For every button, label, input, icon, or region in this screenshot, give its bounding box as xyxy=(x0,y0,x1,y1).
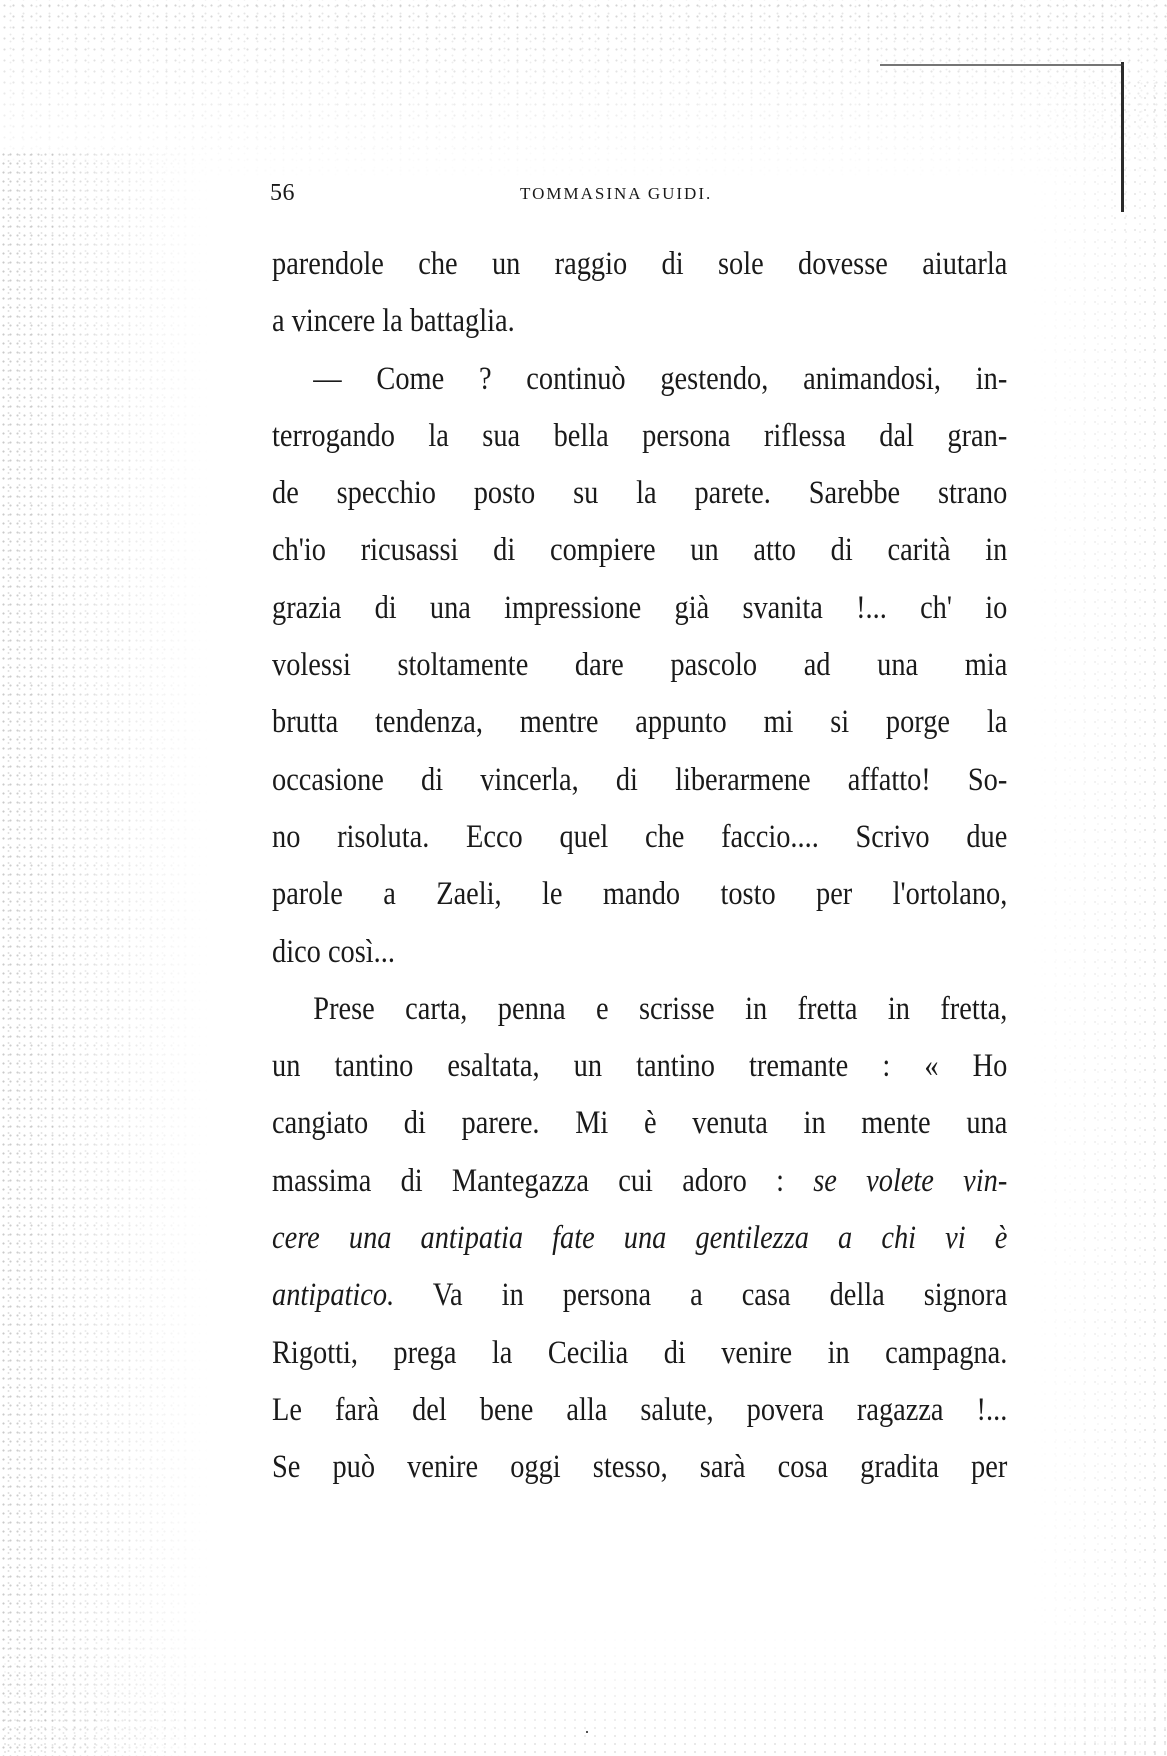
text-line: grazia di una impressione già svanita !... ch' io xyxy=(272,589,1008,626)
scan-noise-right xyxy=(1030,80,1167,1756)
text-line: de specchio posto su la parete. Sarebbe strano xyxy=(272,475,1008,512)
text-line: ch'io ricusassi di compiere un atto di carità in xyxy=(272,532,1008,569)
page-number: 56 xyxy=(270,180,295,206)
scan-edge-line xyxy=(1121,62,1124,212)
text-line: no risoluta. Ecco quel che faccio.... Scrivo due xyxy=(272,818,1008,855)
footer-mark: · xyxy=(584,1722,590,1742)
text-line: occasione di vincerla, di liberarmene affatto! So- xyxy=(272,761,1008,798)
text-line: brutta tendenza, mentre appunto mi si porge la xyxy=(272,704,1008,741)
text-line: dico così... xyxy=(272,933,395,970)
text-line: antipatico. Va in persona a casa della signora xyxy=(272,1277,1008,1314)
text-line: Le farà del bene alla salute, povera ragazza !... xyxy=(272,1391,1008,1428)
scan-edge-top-line xyxy=(880,64,1124,66)
text-line: — Come ? continuò gestendo, animandosi, in- xyxy=(313,360,1008,397)
text-line: massima di Mantegazza cui adoro : se volete vin- xyxy=(272,1162,1008,1199)
scan-noise-left xyxy=(0,150,210,1756)
text-line: parole a Zaeli, le mando tosto per l'ortolano, xyxy=(272,876,1008,913)
text-line: cangiato di parere. Mi è venuta in mente una xyxy=(272,1105,1008,1142)
body-text xyxy=(272,236,1007,1497)
text-line: a vincere la battaglia. xyxy=(272,303,515,340)
running-head xyxy=(270,180,1010,210)
text-line: cere una antipatia fate una gentilezza a chi vi è xyxy=(272,1220,1008,1257)
text-line: un tantino esaltata, un tantino tremante : « Ho xyxy=(272,1048,1008,1085)
text-line: Se può venire oggi stesso, sarà cosa gradita per xyxy=(272,1449,1008,1486)
text-line: Prese carta, penna e scrisse in fretta in fretta, xyxy=(313,990,1008,1027)
running-title: TOMMASINA GUIDI. xyxy=(520,184,713,203)
text-line: Rigotti, prega la Cecilia di venire in campagna. xyxy=(272,1334,1008,1371)
text-line: volessi stoltamente dare pascolo ad una mia xyxy=(272,647,1008,684)
text-line: parendole che un raggio di sole dovesse aiutarla xyxy=(272,246,1008,282)
text-line: terrogando la sua bella persona riflessa dal gran- xyxy=(272,417,1008,454)
scan-noise-top xyxy=(0,0,1167,180)
